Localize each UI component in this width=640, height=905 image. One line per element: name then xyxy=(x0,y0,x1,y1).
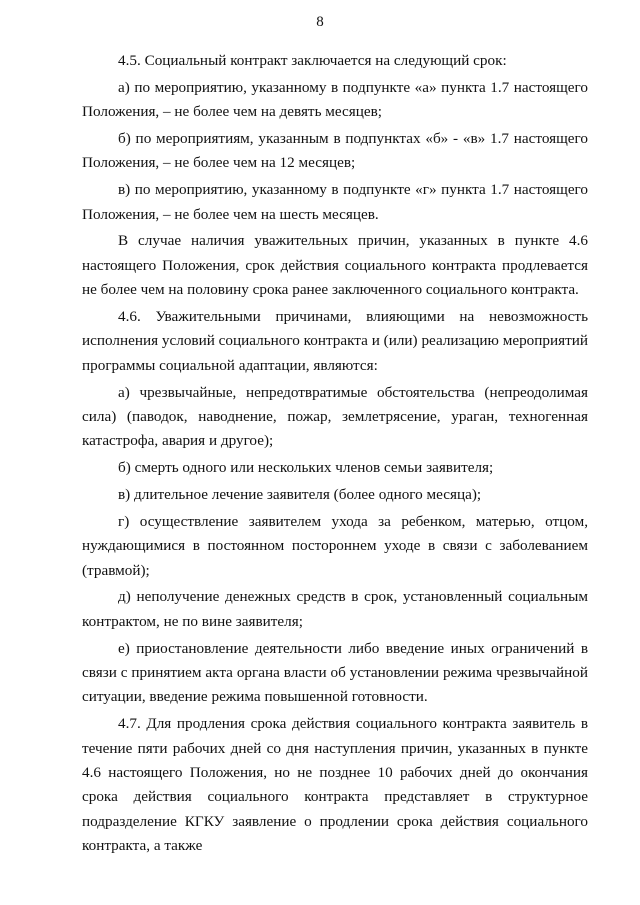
paragraph-4-6-a: а) чрезвычайные, непредотвратимые обстоятельства (непреодолимая сила) (паводок, наводнение, пожар, землетрясение, ураган, техногенная катастрофа, авария и другое); xyxy=(82,383,588,450)
paragraph-4-6-g: г) осуществление заявителем ухода за ребенком, матерью, отцом, нуждающимися в постоянном постороннем уходе в связи с заболеванием (травмой); xyxy=(82,512,588,579)
paragraph-extension: В случае наличия уважительных причин, указанных в пункте 4.6 настоящего Положения, срок действия социального контракта продлевается не более чем на половину срока ранее заключенного социального контракта. xyxy=(82,232,588,299)
paragraph-4-5: 4.5. Социальный контракт заключается на следующий срок: xyxy=(118,52,507,69)
page-number: 8 xyxy=(316,14,324,30)
paragraph-4-6-v: в) длительное лечение заявителя (более одного месяца); xyxy=(118,486,482,504)
paragraph-4-6-d: д) неполучение денежных средств в срок, установленный социальным контрактом, не по вине заявителя; xyxy=(82,588,588,630)
paragraph-4-5-b: б) по мероприятиям, указанным в подпунктах «б» - «в» 1.7 настоящего Положения, – не более чем на 12 месяцев; xyxy=(82,130,588,172)
paragraph-4-5-a: а) по мероприятию, указанному в подпункте «а» пункта 1.7 настоящего Положения, – не более чем на девять месяцев; xyxy=(82,78,588,121)
paragraph-4-7: 4.7. Для продления срока действия социального контракта заявитель в течение пяти рабочих дней со дня наступления причин, указанных в пункте 4.6 настоящего Положения, но не позднее 10 рабочих дней до окончания срока действия социального контракта представляет в структурное подразделение КГКУ заявление о продлении срока действия социального контракта, а также xyxy=(82,715,588,855)
paragraph-4-6: 4.6. Уважительными причинами, влияющими на невозможность исполнения условий социального контракта и (или) реализацию мероприятий программы социальной адаптации, являются: xyxy=(82,308,588,374)
paragraph-4-6-b: б) смерть одного или нескольких членов семьи заявителя; xyxy=(118,459,494,477)
paragraph-4-6-e: е) приостановление деятельности либо введение иных ограничений в связи с принятием акта органа власти об установлении режима чрезвычайной ситуации, введение режима повышенной готовности. xyxy=(82,639,588,706)
paragraph-4-5-v: в) по мероприятию, указанному в подпункте «г» пункта 1.7 настоящего Положения, – не более чем на шесть месяцев. xyxy=(82,181,588,223)
document-body xyxy=(82,49,588,859)
